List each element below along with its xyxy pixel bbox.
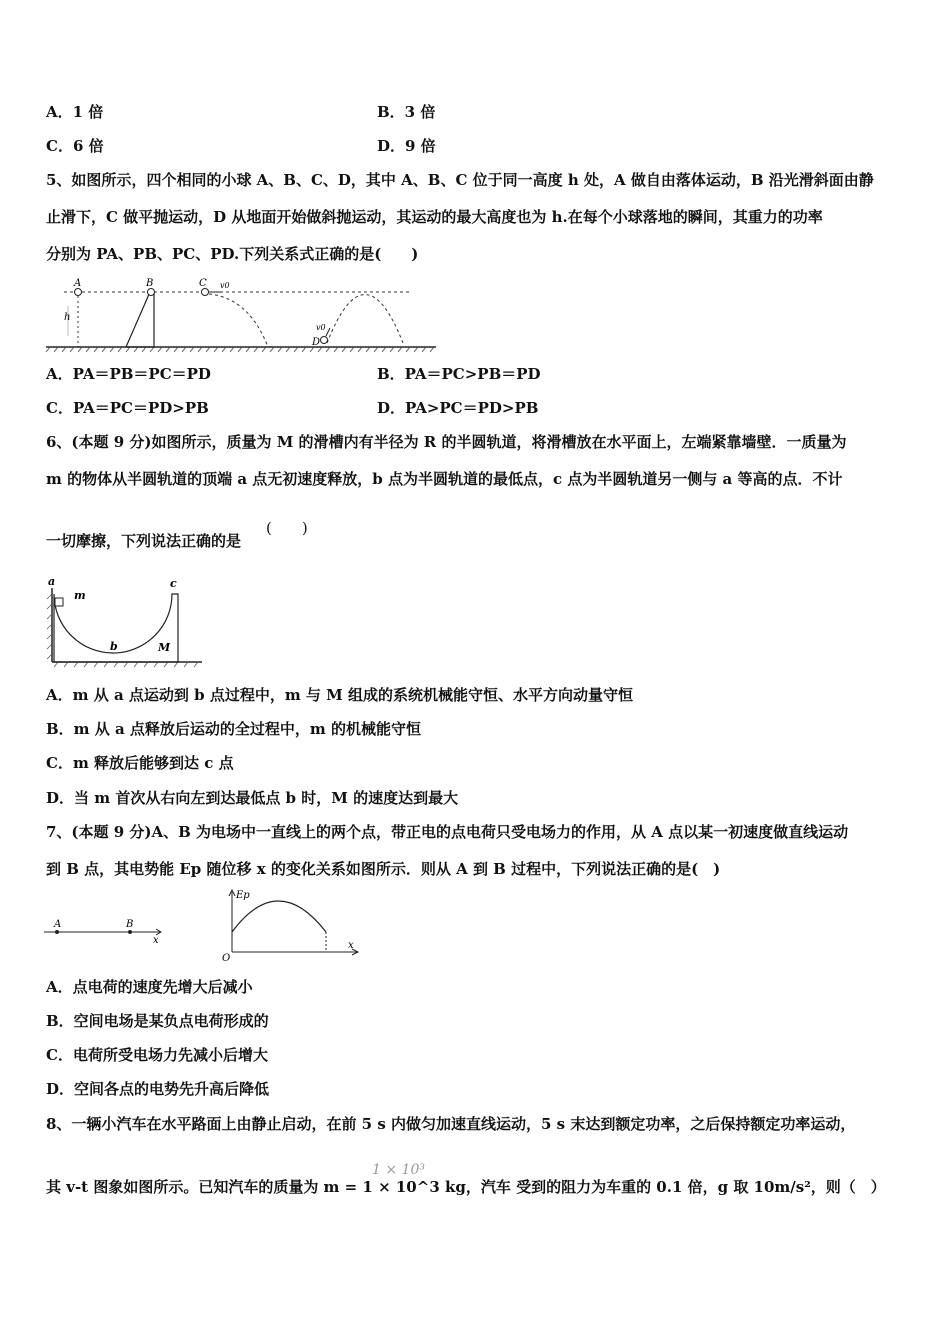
q7-option-a: A．点电荷的速度先增大后减小: [46, 978, 253, 996]
q7-option-c: C．电荷所受电场力先减小后增大: [46, 1046, 268, 1064]
ep-curve: [232, 901, 326, 932]
label-c: C: [199, 278, 207, 289]
q5-option-b: B．PA＝PC>PB＝PD: [377, 365, 541, 383]
q7-option-d: D．空间各点的电势先升高后降低: [46, 1080, 270, 1098]
q6-stem-line2: m 的物体从半圆轨道的顶端 a 点无初速度释放，b 点为半圆轨道的最低点，c 点为半圆轨道另一侧与 a 等高的点．不计: [46, 470, 843, 488]
label-x: x: [348, 940, 354, 951]
label-a: A: [74, 278, 82, 289]
q5-figure: [44, 276, 439, 354]
q6-option-c: C．m 释放后能够到达 c 点: [46, 754, 234, 772]
label-v0-d: v0: [316, 323, 326, 332]
label-d: D: [312, 337, 321, 348]
q7-stem-line2: 到 B 点，其电势能 Ep 随位移 x 的变化关系如图所示．则从 A 到 B 过程中，下列说法正确的是( ): [46, 860, 721, 878]
label-v0-c: v0: [220, 281, 230, 290]
block-m: [55, 598, 63, 606]
q4-option-d: D．9 倍: [377, 137, 436, 155]
ball-b: [148, 289, 155, 296]
q7-stem-line1: 7、(本题 9 分)A、B 为电场中一直线上的两个点，带正电的点电荷只受电场力的作用，从 A 点以某一初速度做直线运动: [46, 823, 849, 841]
label-m: m: [74, 589, 86, 602]
point-b: [128, 930, 132, 934]
q6-option-d: D．当 m 首次从右向左到达最低点 b 时，M 的速度达到最大: [46, 789, 459, 807]
label-ep: Ep: [236, 890, 250, 901]
label-c: c: [170, 577, 177, 590]
q8-stem-line2: 其 v-t 图象如图所示。已知汽车的质量为 m = 1 × 10^3 kg，汽车 受到的阻力为车重的 0.1 倍，g 取 10m/s²，则（ ）: [46, 1178, 886, 1196]
q6-answer-paren: ( ): [266, 519, 308, 537]
q6-stem-line1: 6、(本题 9 分)如图所示，质量为 M 的滑槽内有半径为 R 的半圆轨道，将滑槽放在水平面上，左端紧靠墙壁．一质量为: [46, 433, 847, 451]
point-a: [55, 930, 59, 934]
q5-option-a: A．PA＝PB＝PC＝PD: [46, 365, 211, 383]
q5-stem-line1: 5、如图所示，四个相同的小球 A、B、C、D，其中 A、B、C 位于同一高度 h 处，A 做自由落体运动，B 沿光滑斜面由静: [46, 171, 874, 189]
q5-option-d: D．PA>PC＝PD>PB: [377, 399, 539, 417]
q6-option-b: B．m 从 a 点释放后运动的全过程中，m 的机械能守恒: [46, 720, 422, 738]
vd-arrow: [326, 328, 330, 336]
label-x: x: [153, 935, 159, 946]
q4-option-a: A．1 倍: [46, 103, 104, 121]
ball-d-path: [327, 295, 403, 344]
q7-option-b: B．空间电场是某负点电荷形成的: [46, 1012, 269, 1030]
q5-option-c: C．PA＝PC＝PD>PB: [46, 399, 209, 417]
q6-option-a: A．m 从 a 点运动到 b 点过程中，m 与 M 组成的系统机械能守恒、水平方向动量守恒: [46, 686, 633, 704]
label-h: h: [64, 312, 71, 323]
q5-stem-line2: 止滑下，C 做平抛运动，D 从地面开始做斜抛运动，其运动的最大高度也为 h.在每个小球落地的瞬间，其重力的功率: [46, 208, 823, 226]
label-b: b: [110, 640, 118, 653]
ball-c: [202, 289, 209, 296]
q8-mass-formula: 1 × 10³: [372, 1162, 425, 1178]
q4-option-b: B．3 倍: [377, 103, 436, 121]
incline: [126, 292, 154, 347]
ball-c-path: [209, 294, 268, 347]
q6-stem-line3: 一切摩擦，下列说法正确的是: [46, 532, 242, 550]
q7-line-figure: [44, 914, 168, 946]
label-a: a: [48, 575, 56, 588]
label-b: B: [126, 919, 134, 930]
q7-ep-graph: [218, 886, 364, 962]
label-big-m: M: [158, 641, 171, 654]
label-o: O: [222, 953, 231, 962]
q8-stem-line1: 8、一辆小汽车在水平路面上由静止启动，在前 5 s 内做匀加速直线运动，5 s 末达到额定功率，之后保持额定功率运动，: [46, 1115, 856, 1133]
ball-d: [321, 337, 328, 344]
label-b: B: [146, 278, 154, 289]
label-a: A: [54, 919, 62, 930]
ball-a: [75, 289, 82, 296]
q5-stem-line3: 分别为 PA、PB、PC、PD.下列关系式正确的是( ): [46, 245, 419, 263]
q6-figure: [44, 572, 206, 668]
q4-option-c: C．6 倍: [46, 137, 104, 155]
